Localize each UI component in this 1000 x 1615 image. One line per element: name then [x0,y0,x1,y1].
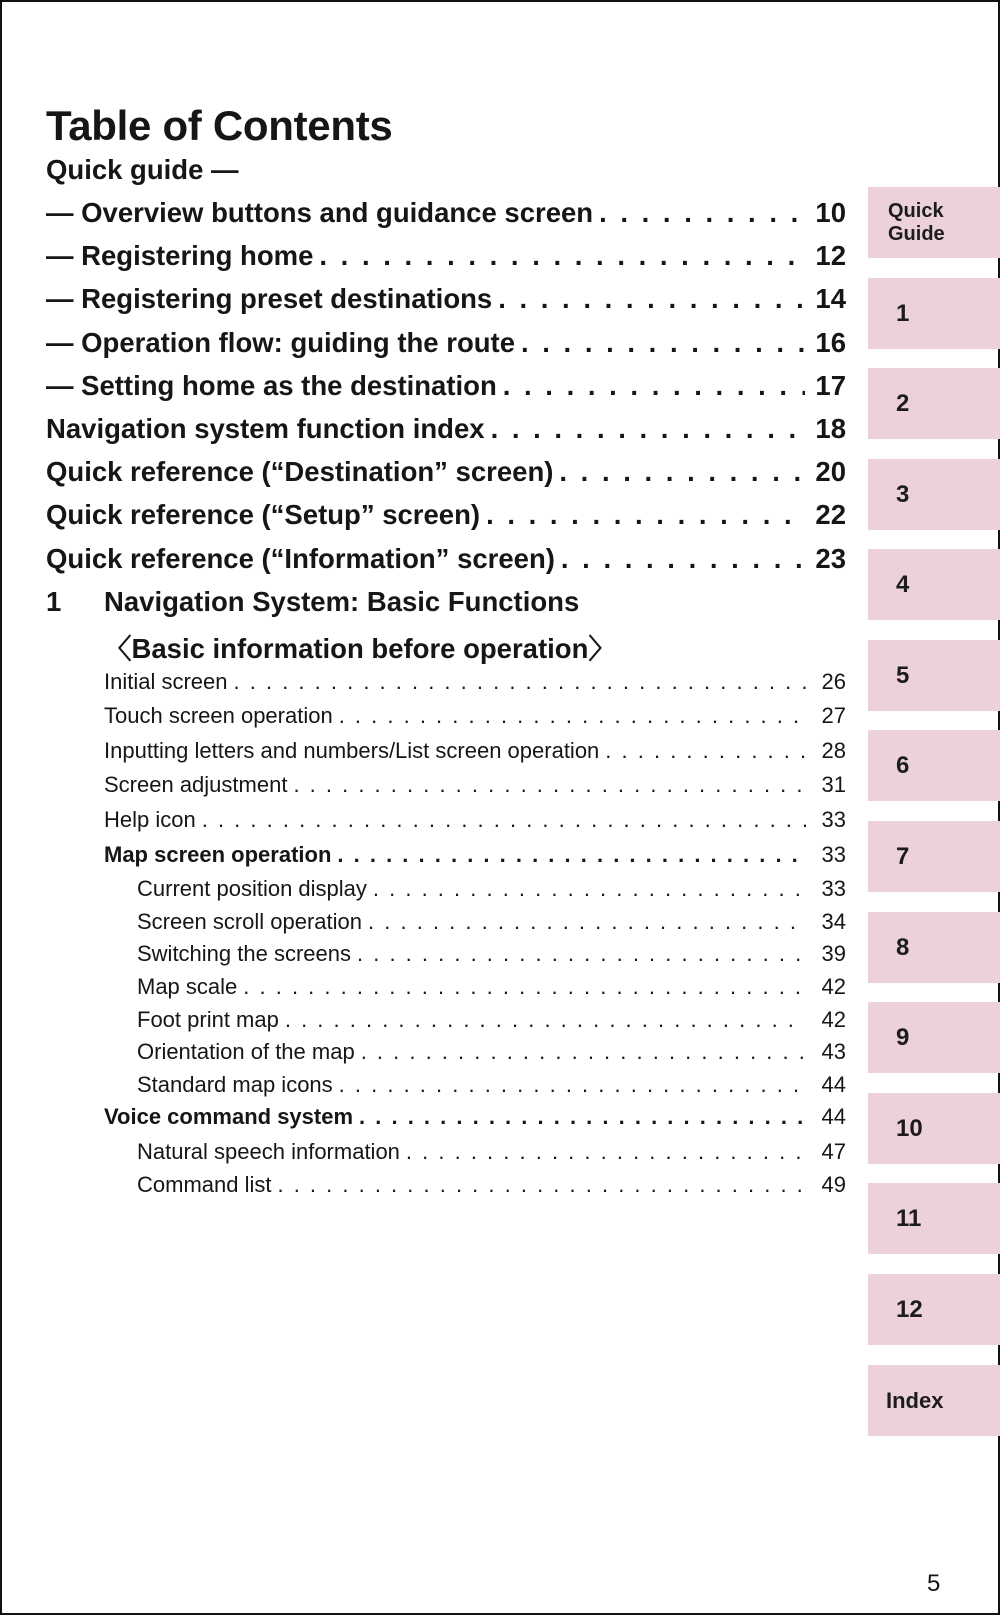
toc-subsection-title: Screen scroll operation [137,908,363,934]
dot-leader [605,738,806,764]
tab-chapter-9[interactable]: 9 [868,1002,1000,1073]
toc-subsection-page: 43 [821,1039,846,1065]
toc-subsection[interactable] [46,1072,846,1105]
toc-subsection-page: 42 [821,974,846,1000]
toc-subsection[interactable] [46,909,846,942]
toc-section-title: Inputting letters and numbers/List screen operation [104,737,600,763]
toc-subsection-title: Map scale [137,974,238,1000]
chapter-subtitle: 〈Basic information before operation〉 [104,632,616,664]
toc-subsection[interactable] [46,941,846,974]
toc-section-page: 27 [821,703,846,729]
toc-entry-title: Navigation system function index [46,412,485,444]
toc-subsection-page: 33 [821,876,846,902]
dot-leader [357,941,806,967]
toc-section-title: Screen adjustment [104,772,288,798]
toc-section[interactable] [46,738,846,773]
toc-subsection-title: Standard map icons [137,1071,333,1097]
toc-entry[interactable] [46,413,846,456]
toc-subsection-title: Foot print map [137,1006,279,1032]
toc-subsection-title: Natural speech information [137,1139,400,1164]
toc-entry[interactable] [46,240,846,283]
toc-entry-page: 14 [815,283,846,315]
toc-entry-page: 10 [815,197,846,228]
toc-entry-page: 22 [815,499,846,531]
dot-leader [361,1039,806,1065]
toc-section-page: 31 [821,772,846,798]
dot-leader [339,1072,806,1098]
toc-entry-page: 16 [815,326,846,358]
dot-leader [486,499,805,531]
dot-leader [559,456,805,488]
toc-subsection-page: 34 [821,908,846,934]
dot-leader [277,1172,806,1198]
toc-section-page: 44 [821,1104,846,1130]
toc-subsection-page: 39 [821,941,846,967]
tab-chapter-6[interactable]: 6 [868,730,1000,801]
tab-chapter-12[interactable]: 12 [868,1274,1000,1345]
table-of-contents [46,154,846,1204]
toc-entry-page: 17 [815,369,846,401]
toc-entry-page: 20 [815,456,846,488]
toc-entry-title: Quick reference (“Setup” screen) [46,499,481,531]
dot-leader [202,807,806,833]
chapter-heading [46,586,846,626]
tab-quick-guide[interactable] [868,187,1000,258]
tab-chapter-4[interactable]: 4 [868,549,1000,620]
toc-subsection-title: Command list [137,1171,272,1197]
toc-section-title: Map screen operation [104,841,332,867]
dot-leader [498,283,805,315]
toc-entry-page: 12 [815,240,846,272]
toc-subsection-page: 47 [821,1139,846,1164]
toc-entry-page: 18 [815,412,846,444]
toc-subsection-title: Orientation of the map [137,1039,355,1065]
toc-section-title: Initial screen [104,668,228,694]
dot-leader [319,240,805,272]
dot-leader [561,543,806,575]
toc-entry-page: 23 [815,542,846,574]
dot-leader [339,703,806,729]
toc-section-voice-command[interactable] [46,1104,846,1139]
toc-entry-title: — Registering preset destinations [46,283,493,315]
toc-subsection[interactable] [46,1039,846,1072]
toc-entry-title: — Overview buttons and guidance screen [46,197,594,228]
dot-leader [337,842,806,868]
toc-subsection-page: 44 [821,1071,846,1097]
toc-entry-title: — Operation flow: guiding the route [46,326,515,358]
quick-guide-heading: Quick guide — [46,154,239,185]
toc-entry[interactable] [46,456,846,499]
tab-chapter-1[interactable]: 1 [868,278,1000,349]
toc-section-map-screen[interactable] [46,842,846,877]
toc-section[interactable] [46,772,846,807]
dot-leader [373,876,806,902]
toc-section[interactable] [46,669,846,704]
toc-entry[interactable] [46,197,846,240]
tab-quick-guide-label: Quick Guide [888,199,945,245]
dot-leader [503,370,806,402]
toc-section-title: Help icon [104,807,196,833]
dot-leader [491,413,806,445]
tab-chapter-7[interactable]: 7 [868,821,1000,892]
dot-leader [406,1139,806,1165]
toc-entry[interactable] [46,543,846,586]
toc-entry[interactable] [46,283,846,326]
toc-entry[interactable] [46,370,846,413]
toc-subsection[interactable] [46,1139,846,1172]
chapter-title: Navigation System: Basic Functions [104,585,580,617]
toc-subsection-page: 49 [821,1171,846,1197]
toc-subsection-page: 42 [821,1006,846,1032]
toc-section-page: 28 [821,737,846,763]
chapter-number: 1 [46,585,62,617]
toc-subsection-title: Current position display [137,876,367,902]
toc-section-page: 33 [821,841,846,867]
dot-leader [234,669,806,695]
toc-subsection[interactable] [46,974,846,1007]
page-number: 5 [927,1570,941,1597]
dot-leader [368,909,806,935]
toc-entry[interactable] [46,499,846,542]
tab-index[interactable]: Index [868,1365,1000,1436]
toc-entry-title: Quick reference (“Destination” screen) [46,456,554,488]
tab-chapter-10[interactable]: 10 [868,1093,1000,1164]
dot-leader [293,772,806,798]
toc-section-page: 33 [821,807,846,833]
toc-entry-title: Quick reference (“Information” screen) [46,542,555,574]
toc-subsection[interactable] [46,1172,846,1205]
toc-subsection-title: Switching the screens [137,941,351,967]
tab-chapter-2[interactable]: 2 [868,368,1000,439]
page-title: Table of Contents [46,102,393,149]
section-tab-strip [868,2,1000,1615]
toc-section-title: Voice command system [104,1104,354,1130]
tab-chapter-11[interactable]: 11 [868,1183,1000,1254]
toc-section[interactable] [46,703,846,738]
tab-chapter-8[interactable]: 8 [868,912,1000,983]
dot-leader [599,197,805,229]
toc-section-page: 26 [821,668,846,694]
dot-leader [243,974,806,1000]
toc-entry[interactable] [46,327,846,370]
toc-entry-title: — Registering home [46,240,314,272]
toc-subsection[interactable] [46,1007,846,1040]
toc-subsection[interactable] [46,876,846,909]
tab-chapter-5[interactable]: 5 [868,640,1000,711]
toc-section-title: Touch screen operation [104,703,333,729]
dot-leader [359,1104,806,1130]
toc-entry-title: — Setting home as the destination [46,369,497,401]
dot-leader [285,1007,806,1033]
toc-section[interactable] [46,807,846,842]
dot-leader [521,327,805,359]
tab-chapter-3[interactable]: 3 [868,459,1000,530]
